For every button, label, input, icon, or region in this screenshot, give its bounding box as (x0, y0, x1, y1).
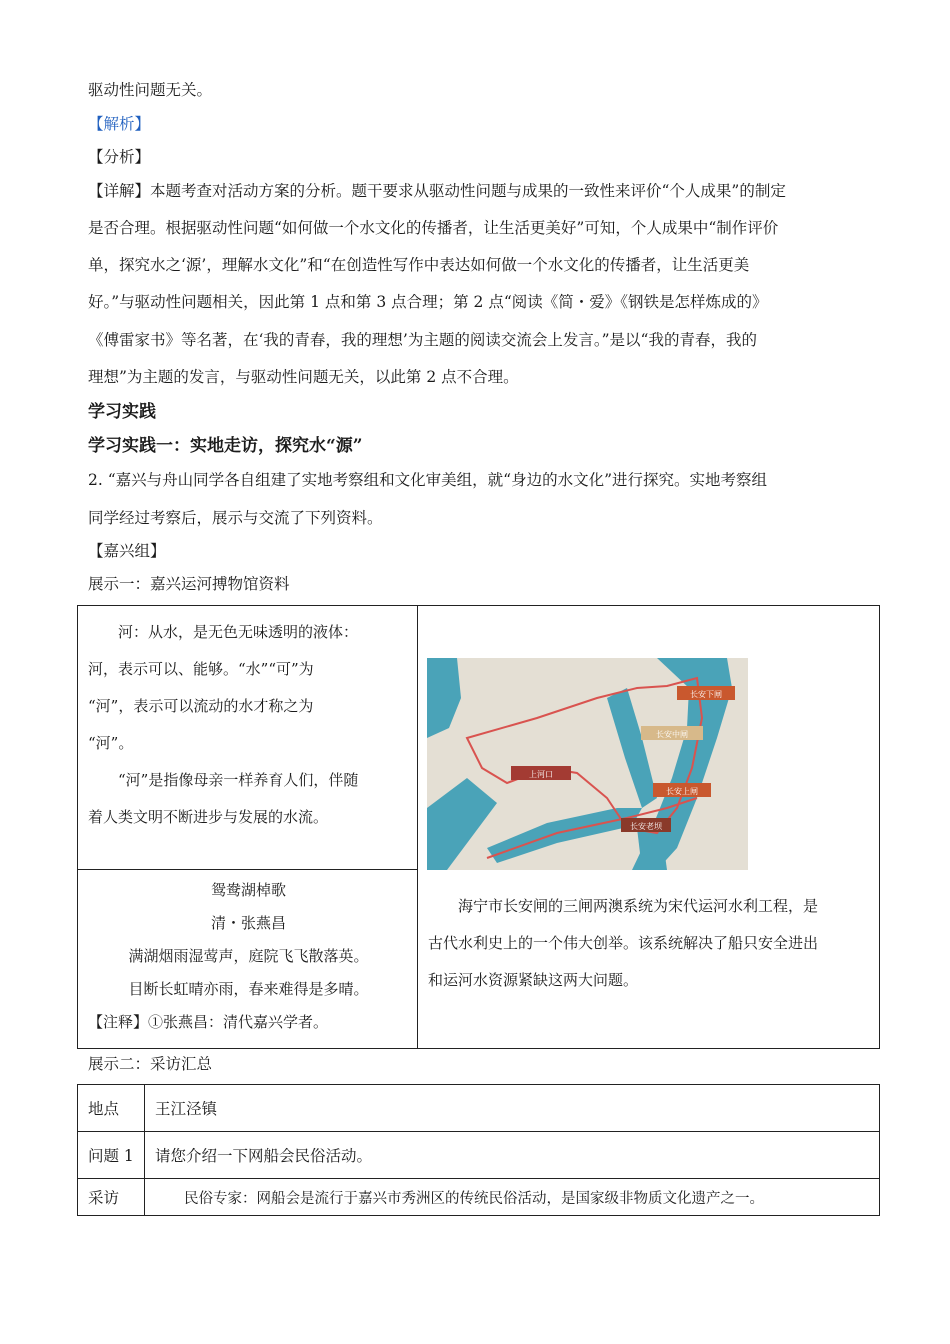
he-line: “河”。 (88, 734, 134, 752)
map-label: 长安下闸 (690, 690, 722, 699)
interview-table (77, 1084, 880, 1216)
table-row (78, 1179, 880, 1216)
map-cell (418, 606, 880, 1049)
detail-line: 《傅雷家书》等名著，在‘我的青春，我的理想’为主题的阅读交流会上发言。”是以“我的青春，我的 (88, 331, 757, 349)
poem-line: 满湖烟雨湿莺声，庭院飞飞散落英。 (128, 947, 369, 965)
poem-note: 【注释】①张燕昌：清代嘉兴学者。 (88, 1013, 329, 1031)
detail-line: 理想”为主题的发言，与驱动性问题无关，以此第 2 点不合理。 (88, 368, 519, 386)
he-line: “河”是指像母亲一样养育人们，伴随 (118, 771, 359, 789)
poem-line: 目断长虹晴亦雨，春来难得是多晴。 (128, 980, 369, 998)
he-definition-cell (78, 606, 418, 870)
question-line: 同学经过考察后，展示与交流了下列资料。 (88, 509, 383, 527)
he-line: “河”，表示可以流动的水才称之为 (88, 697, 314, 715)
question-line: 2. “嘉兴与舟山同学各自组建了实地考察组和文化审美组，就“身边的水文化”进行探究。实地考察组 (88, 471, 767, 489)
row-value: 王江泾镇 (145, 1085, 880, 1132)
row-value: 民俗专家：网船会是流行于嘉兴市秀洲区的传统民俗活动，是国家级非物质文化遗产之一。 (145, 1179, 880, 1216)
section-heading: 学习实践 (88, 402, 156, 422)
detail-line: 【详解】本题考查对活动方案的分析。题干要求从驱动性问题与成果的一致性来评价“个人成果”的制定 (88, 182, 786, 200)
canal-map-image (427, 658, 748, 870)
map-label: 长安中闸 (656, 730, 688, 739)
analysis-subtag: 【分析】 (88, 148, 151, 166)
detail-line: 单，探究水之‘源’，理解水文化”和“在创造性写作中表达如何做一个水文化的传播者，让生活更美 (88, 256, 750, 274)
row-key: 地点 (78, 1085, 145, 1132)
desc-line: 海宁市长安闸的三闸两澳系统为宋代运河水利工程，是 (458, 897, 819, 915)
he-line: 河：从水，是无色无味透明的液体： (118, 623, 359, 641)
analysis-tag: 【解析】 (88, 115, 151, 133)
he-line: 河，表示可以、能够。“水”“可”为 (88, 660, 314, 678)
poem-cell (78, 870, 418, 1049)
detail-line: 好。”与驱动性问题相关，因此第 1 点和第 3 点合理；第 2 点“阅读《简・爱》《钢铁是怎样炼成的》 (88, 293, 768, 311)
map-label: 长安老坝 (630, 822, 662, 831)
table-row (78, 1085, 880, 1132)
map-label: 长安上闸 (666, 787, 698, 796)
subsection-heading: 学习实践一：实地走访，探究水“源” (88, 436, 363, 456)
text-line: 驱动性问题无关。 (88, 81, 213, 99)
row-value: 请您介绍一下网船会民俗活动。 (145, 1132, 880, 1179)
desc-line: 和运河水资源紧缺这两大问题。 (428, 971, 639, 989)
row-key: 问题 1 (78, 1132, 145, 1179)
exhibit-one-table (77, 605, 880, 1049)
desc-line: 古代水利史上的一个伟大创举。该系统解决了船只安全进出 (428, 934, 819, 952)
he-line: 着人类文明不断进步与发展的水流。 (88, 808, 329, 826)
map-label: 上河口 (529, 770, 553, 779)
table-row (78, 1132, 880, 1179)
detail-line: 是否合理。根据驱动性问题“如何做一个水文化的传播者，让生活更美好”可知，个人成果中“制作评价 (88, 219, 779, 237)
poem-title: 鸳鸯湖棹歌 (210, 881, 286, 899)
exhibit-label: 展示一：嘉兴运河搏物馆资料 (88, 575, 290, 593)
poem-author: 清・张燕昌 (210, 914, 286, 932)
row-key: 采访 (78, 1179, 145, 1216)
exhibit-label: 展示二：采访汇总 (88, 1055, 213, 1073)
group-label: 【嘉兴组】 (88, 542, 166, 560)
